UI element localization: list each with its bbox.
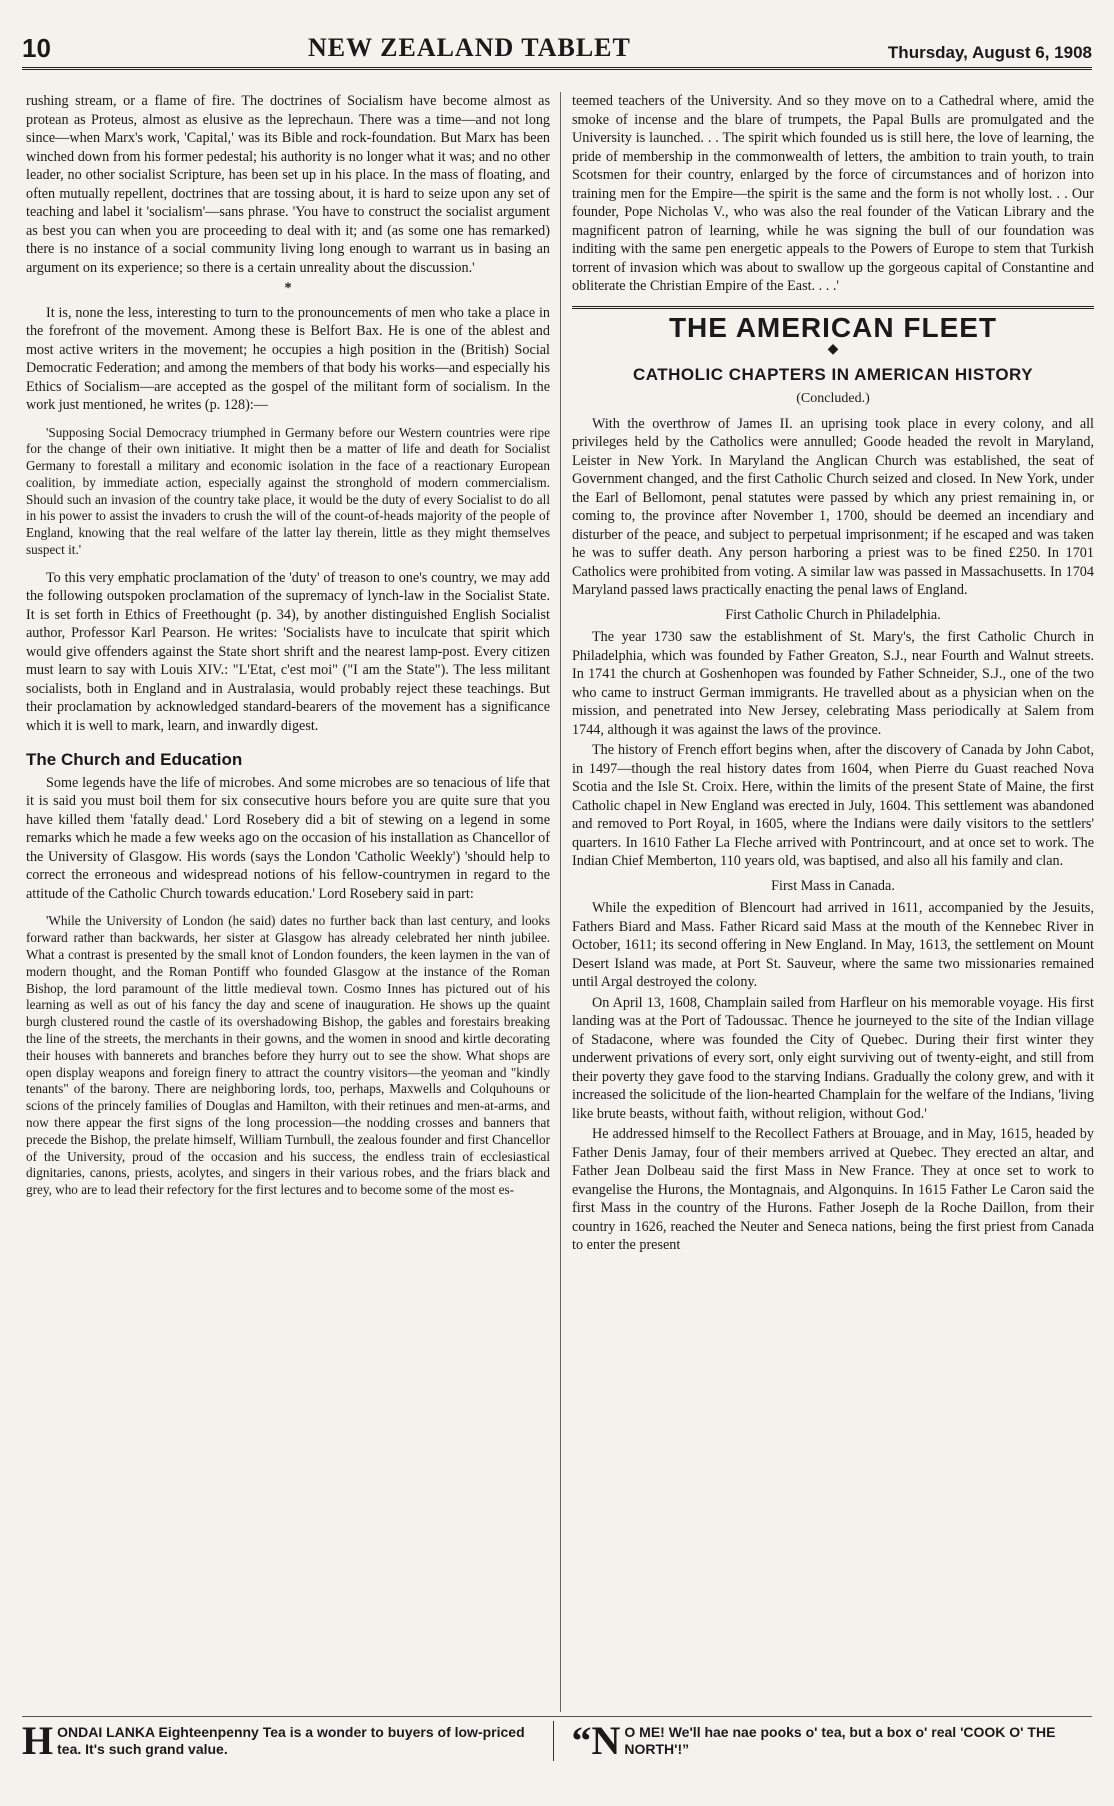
paragraph: The year 1730 saw the establishment of St. Mary's, the first Catholic Church in Philadelphia, which was founded by Father Greaton, S.J., near Fourth and Walnut streets. In 1741 the church at Goshenhopen was founded by Father Schneider, S.J., one of the two who came to instruct German immigrants. He travelled about as a physician when on the mission, and penetrated into New Jersey, celebrating Mass periodically at Salem from 1744, although it was against the laws of the province. bbox=[572, 629, 1094, 738]
paragraph: The history of French effort begins when, after the discovery of Canada by John Cabot, in 1497—though the real history dates from 1604, when Pierre du Guast reached Nova Scotia and the Isle St. Croix. Here, within the limits of the present State of Maine, the first Catholic chapel in New England was erected in July, 1604. This settlement was abandoned and removed to Port Royal, in 1605, where the Indians were daily visitors to the settlers' quarters. In 1610 Father La Fleche arrived with Pontrincourt, and at once set to work. The Indian Chief Memberton, 110 years old, was baptised, and also all his family and clan. bbox=[572, 742, 1094, 869]
asterism: * bbox=[284, 280, 292, 296]
advert-text: O ME! We'll hae nae pooks o' tea, but a box o' real 'COOK O' THE NORTH'!” bbox=[624, 1724, 1056, 1757]
drop-initial: H bbox=[22, 1718, 54, 1763]
paragraph: teemed teachers of the University. And so they move on to a Cathedral where, amid the smoke of incense and the blare of trumpets, the Papal Bulls are promulgated and the University is launched. . . The spirit which founded us is still here, the love of learning, the pride of membership in the commonwealth of letters, the ambition to train youth, to train Scotsmen for their country, enlarged by the force of circumstances and of horizon into training men for the Empire—the spirit is the same and the form is not wholly lost. . . Our founder, Pope Nicholas V., who was also the real founder of the Vatican Library and the magnificent patron of learning, while he was signing the bull of our foundation was inditing with the same pen energetic appeals to the Powers of Europe to stem that Turkish torrent of invasion which was about to swallow up the gorgeous capital of Constantine and obliterate the Christian Empire of the East. . . .' bbox=[572, 93, 1094, 294]
drop-initial: “N bbox=[571, 1718, 621, 1763]
paper-name: NEW ZEALAND TABLET bbox=[307, 33, 631, 62]
divider bbox=[572, 306, 1094, 309]
issue-date: Thursday, August 6, 1908 bbox=[887, 43, 1092, 62]
footer-ads bbox=[22, 1716, 1092, 1765]
paragraph: rushing stream, or a flame of fire. The doctrines of Socialism have become almost as protean as Proteus, almost as elusive as the leprechaun. There was a time—and not long since—when Marx's work, 'Capital,' was its Bible and rock-foundation. But Marx has been winched down from his former pedestal; his authority is no longer what it was; and no other leader, no other socialist Scripture, has been set up in his place. In the mass of floating, and often mutually repellent, doctrines that are tossing about, it is hard to seize upon any set of teaching and label it 'socialism'—sans phrase. 'You have to construct the socialist argument as best you can when you are proceeding to deal with it; and (as some one has remarked) there is no instance of a social community living long enough to warrant us in basing an argument on its experience; so there is a certain unreality about the discussion.' bbox=[26, 93, 550, 276]
paragraph: While the expedition of Blencourt had arrived in 1611, accompanied by the Jesuits, Fathers Biard and Mass. Father Ricard said Mass at the mouth of the Kennebec River in October, 1611; its second offering in New England. In May, 1613, the settlement on Mount Desert Island was made, at Port St. Sauveur, where the same two missionaries remained until Argal destroyed the colony. bbox=[572, 900, 1094, 990]
advert-hondai-lanka bbox=[22, 1718, 554, 1763]
block-quote: 'While the University of London (he said) dates no further back than last century, and looks forward rather than backwards, her sister at Glasgow has already celebrated her ninth jubilee. What a contrast is presented by the small knot of London founders, the keen laymen in the van of modern thought, and the Roman Pontiff who founded Glasgow at the instance of the Roman Bishop, the lord paramount of the little medieval town. Cosmo Innes has pictured out of his learning as well as out of his fancy the day and scene of inauguration. He shows up the quaint burgh clustered round the castle of its overshadowing Bishop, the gables and forestairs breaking the line of the streets, the merchants in their gowns, and the women in snood and kirtle decorating their houses with bannerets and branches before they hurry out to see the show. What shops are open display weapons and foreign finery to attract the country visitors—the yeoman and "kindly tenants" of the barony. There are neighboring lords, too, perhaps, Maxwells and Colquhouns or scions of the princely families of Douglas and Hamilton, with their retinues and men-at-arms, and now there appear the first signs of the long procession—the nodding crosses and banners that precede the Bishop, the prelate himself, William Turnbull, the zealous founder and first Chancellor of the University, proud of the occasion and his success, the endless train of ecclesiastical dignitaries, canons, priests, acolytes, and singers in their various robes, and the friars black and grey, who are to lead their refectory for the first lectures and to become some of the most es- bbox=[26, 913, 550, 1198]
column-divider bbox=[560, 92, 561, 1712]
concluded-note: (Concluded.) bbox=[796, 391, 870, 406]
paragraph: He addressed himself to the Recollect Fathers at Brouage, and in May, 1615, headed by Father Denis Jamay, four of their members arrived at Quebec. They erected an altar, and Father Jean Dolbeau said the first Mass in New France. They at once set to work to evangelise the Hurons, the Montagnais, and Algonquins. In 1615 Father Le Caron said the first Mass in the country of the Hurons. Father Joseph de la Roche Daillon, from their country in 1626, reached the Neuter and Seneca nations, being the first priest from Canada to enter the present bbox=[572, 1126, 1094, 1253]
paragraph: With the overthrow of James II. an uprising took place in every colony, and all privileges held by the Catholics were annulled; Goode headed the revolt in Maryland, Leister in New York. In Maryland the Anglican Church was established, the seat of Government changed, and the first Catholic Church seized and closed. In New York, under the Earl of Bellomont, penal statutes were passed by which any priest remaining in, or coming to, the province after November 1, 1700, should be deemed an incendiary and disturber of the peace, and subject to perpetual imprisonment; if he escaped and was taken he was to suffer death. Any person harboring a priest was to be fined £250. In 1701 Catholics were prohibited from voting. A similar law was passed in Massachusetts. In 1704 Maryland passed laws practically enacting the penal laws of England. bbox=[572, 415, 1094, 598]
advert-cook-o-the-north bbox=[571, 1718, 1093, 1763]
advert-text: ONDAI LANKA Eighteenpenny Tea is a wonder to buyers of low-priced tea. It's such grand value. bbox=[57, 1724, 525, 1757]
masthead bbox=[22, 28, 1092, 70]
block-quote: 'Supposing Social Democracy triumphed in Germany before our Western countries were ripe for the change of their own initiative. It might then be a matter of life and death for Socialist Germany to forestall a military and economic isolation in the face of a reactionary European coalition, by immediate action, especially against the stronghold of modern commercialism. Should such an invasion of the country take place, it would be the duty of every Socialist to do all in his power to assist the invaders to crush the will of the count-of-heads majority of the people of England, knowing that the real welfare of the latter lay therein, little as they might themselves suspect it.' bbox=[26, 424, 550, 558]
page-number: 10 bbox=[22, 33, 51, 63]
left-column bbox=[26, 92, 550, 1710]
article-title: THE AMERICAN FLEET bbox=[668, 311, 998, 343]
paragraph: Some legends have the life of microbes. And some microbes are so tenacious of life that it is said you must boil them for six consecutive hours before you are quite sure that you have killed them 'fatally dead.' Lord Rosebery did a bit of stewing on a legend in some remarks which he made a few weeks ago on the occasion of his installation as Chancellor of the University of Glasgow. His words (says the London 'Catholic Weekly') 'should help to correct the erroneous and widespread notions of his fellow-countrymen in regard to the attitude of the Catholic Church towards education.' Lord Rosebery said in part: bbox=[26, 774, 550, 902]
paragraph: It is, none the less, interesting to turn to the pronouncements of men who take a place in the forefront of the movement. Among these is Belfort Bax. He is one of the ablest and most active writers in the movement; he occupies a high position in the (British) Social Democratic Federation; and among the members of that body his works—and especially his Ethics of Socialism—are accepted as the gospel of the militant form of socialism. In the work just mentioned, he writes (p. 128):— bbox=[26, 304, 550, 413]
section-heading: First Catholic Church in Philadelphia. bbox=[725, 606, 941, 623]
paragraph: On April 13, 1608, Champlain sailed from Harfleur on his memorable voyage. His first landing was at the Port of Tadoussac. Thence he journeyed to the site of the Indian village of Stadacone, where was founded the City of Quebec. During their first winter they underwent privations of every sort, only eight surviving out of twenty-eight, and still from their poverty they gave food to the starving Indians. Gradually the colony grew, and with it increased the solicitude of the lion-hearted Champlain for the welfare of the Indians, 'living like brute beasts, without faith, without religion, without God.' bbox=[572, 994, 1094, 1122]
right-column bbox=[572, 92, 1094, 1710]
article-subtitle: CATHOLIC CHAPTERS IN AMERICAN HISTORY bbox=[632, 364, 1034, 384]
section-heading: First Mass in Canada. bbox=[771, 877, 895, 894]
paragraph: To this very emphatic proclamation of the 'duty' of treason to one's country, we may add the following outspoken proclamation of the supremacy of lynch-law in the Socialist State. It is set forth in Ethics of Freethought (p. 34), by another distinguished English Socialist author, Professor Karl Pearson. He writes: 'Socialists have to inculcate that spirit which would give offenders against the State short shrift and the nearest lamp-post. Every citizen must learn to say with Louis XIV.: "L'Etat, c'est moi" ("I am the State"). The less militant socialists, both in England and in Australasia, would probably reject these teachings. But their proclamation by acknowledged standard-bearers of the movement has a significance which it is well to mark, learn, and inwardly digest. bbox=[26, 569, 550, 734]
ornament-icon: ◆ bbox=[827, 342, 839, 357]
section-heading: The Church and Education bbox=[26, 750, 243, 770]
